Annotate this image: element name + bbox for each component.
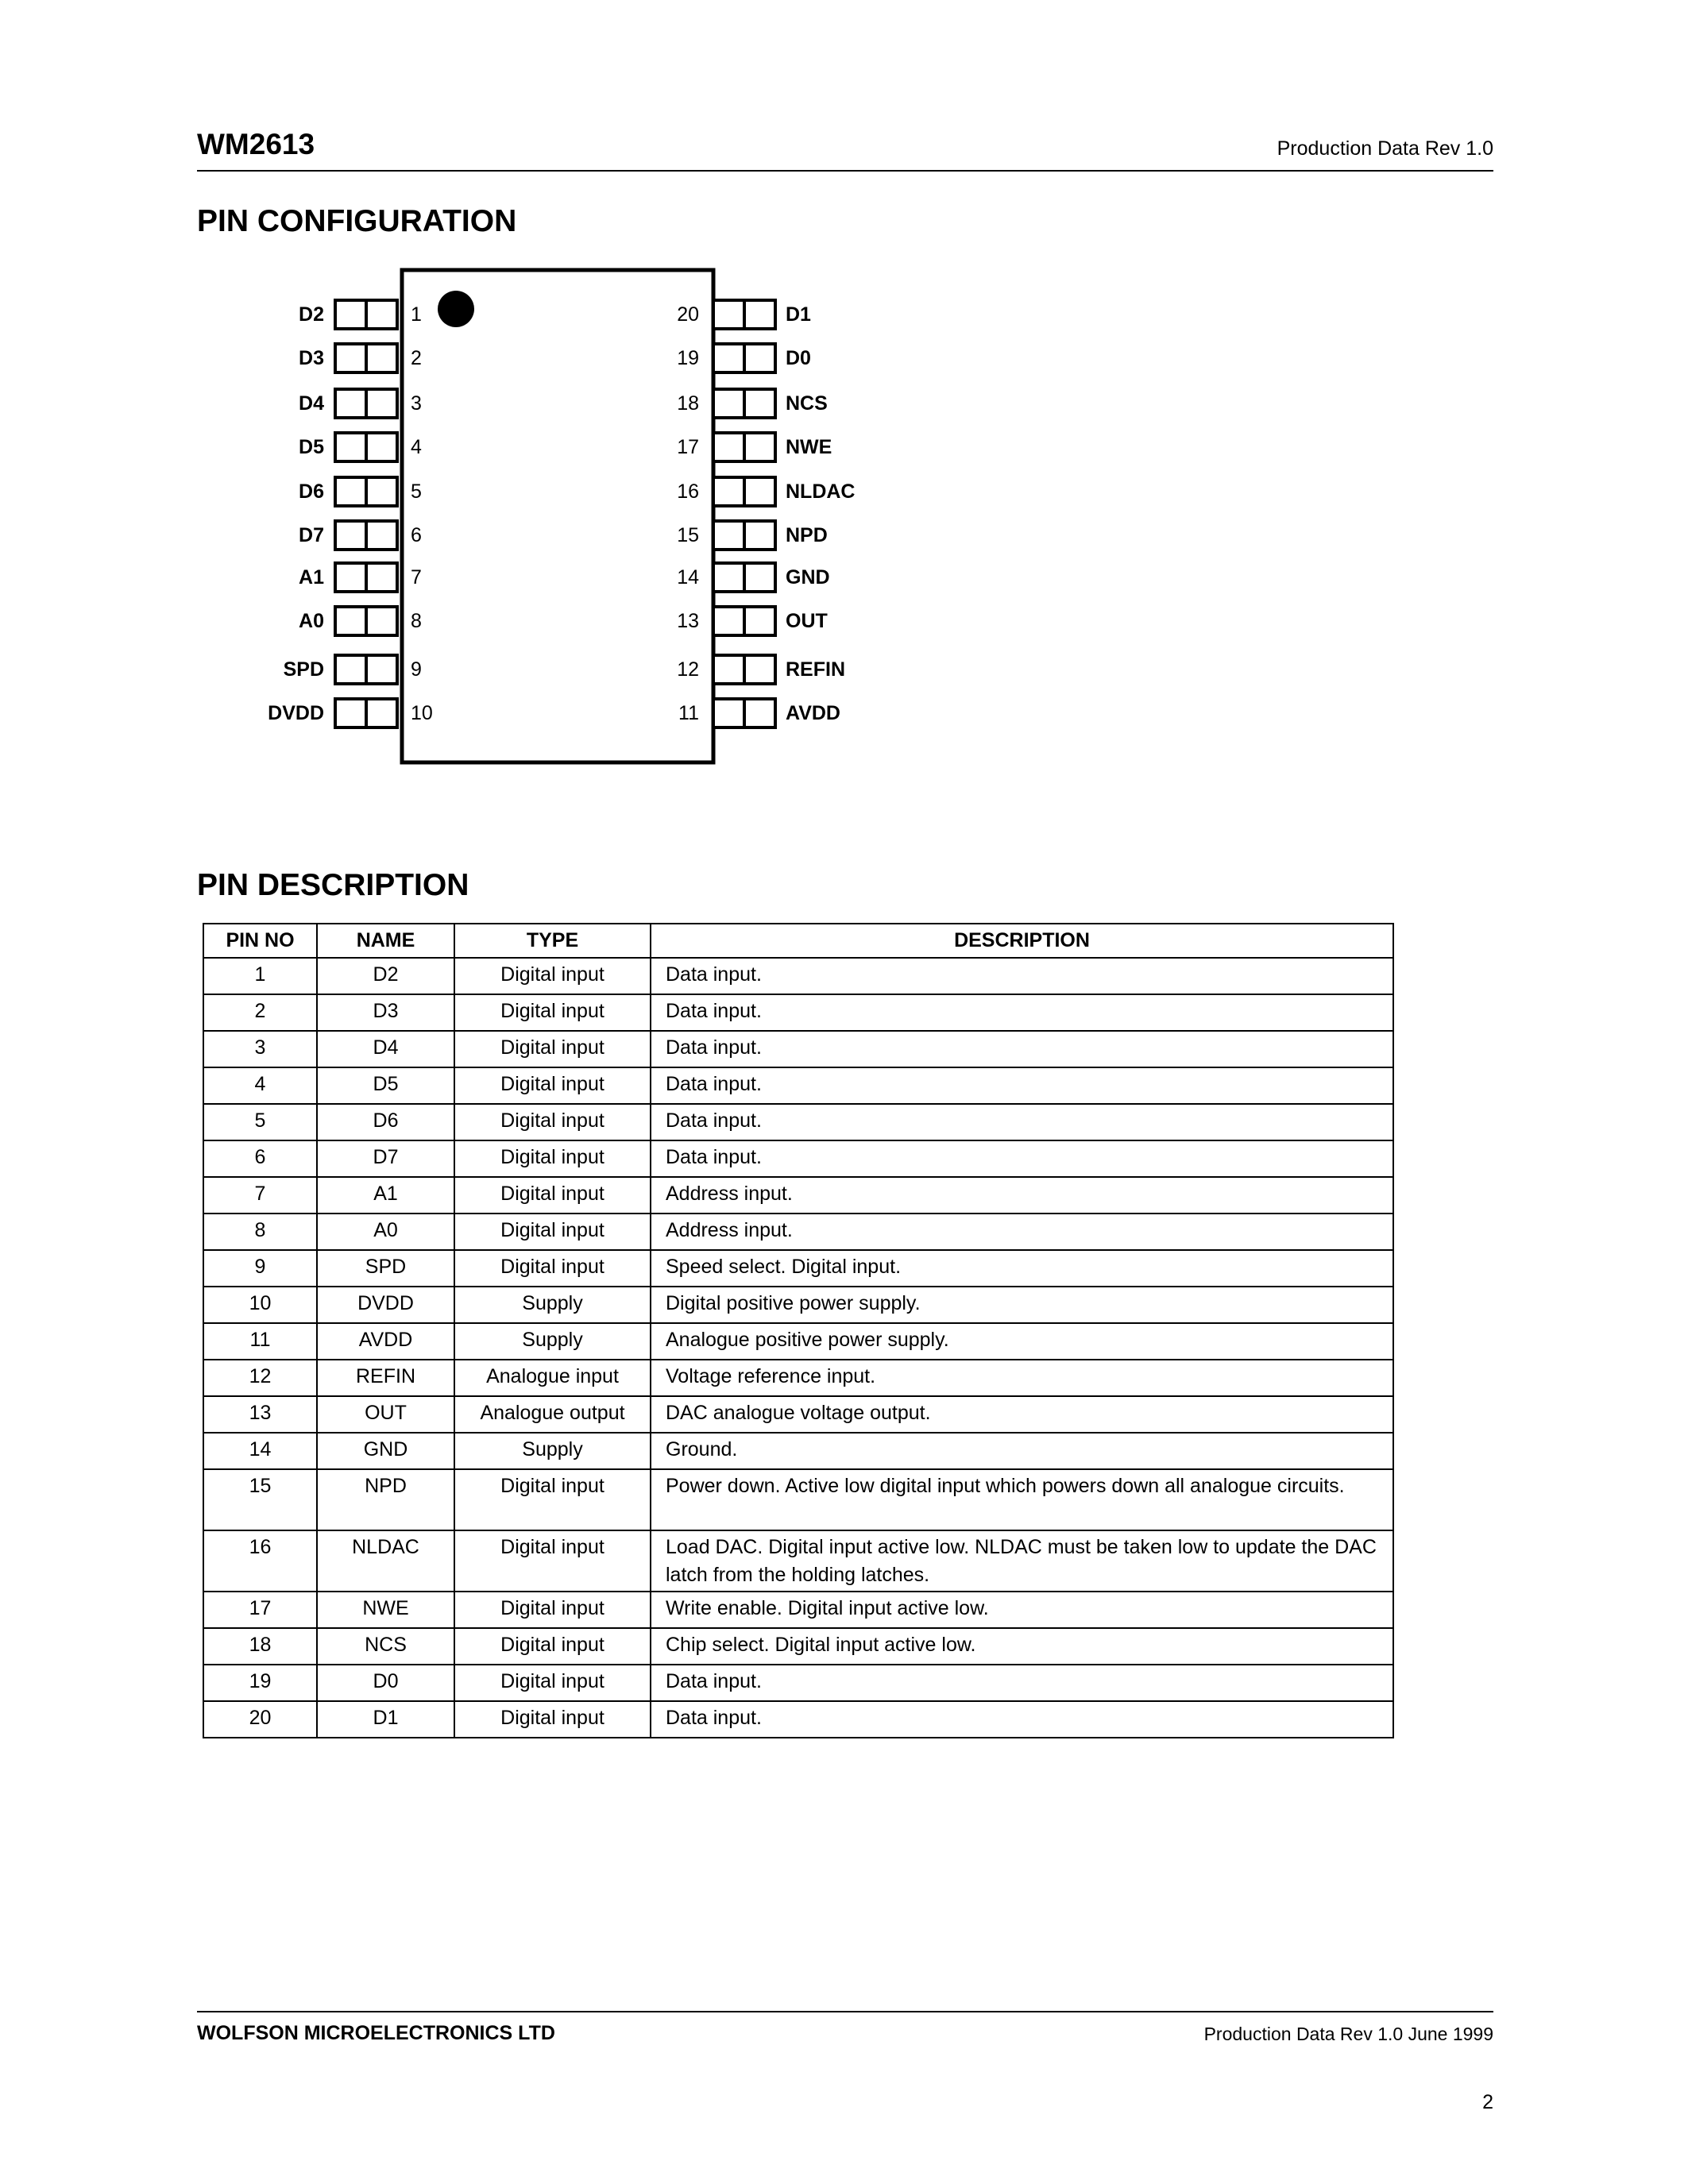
pin-number-label: 7 [411, 566, 422, 588]
pin-name-label: D5 [299, 436, 324, 458]
cell-name: GND [317, 1433, 454, 1469]
cell-pin-no: 3 [203, 1031, 317, 1067]
cell-description: DAC analogue voltage output. [651, 1396, 1393, 1433]
cell-description: Data input. [651, 1665, 1393, 1701]
pin-table-body [203, 958, 1393, 1738]
table-header-row [203, 924, 1393, 958]
column-header-pin-no: PIN NO [203, 924, 317, 958]
pin-right-1 [677, 300, 811, 329]
cell-type: Digital input [454, 994, 651, 1031]
cell-pin-no: 4 [203, 1067, 317, 1104]
pin-number-label: 16 [677, 480, 699, 503]
cell-type: Digital input [454, 958, 651, 994]
cell-name: SPD [317, 1250, 454, 1287]
cell-pin-no: 20 [203, 1701, 317, 1738]
document-title: WM2613 [197, 128, 315, 160]
pin-number-label: 5 [411, 480, 422, 503]
pin-right-2 [677, 344, 811, 372]
cell-description: Address input. [651, 1177, 1393, 1214]
cell-type: Supply [454, 1433, 651, 1469]
table-row [203, 1067, 1393, 1104]
cell-name: D5 [317, 1067, 454, 1104]
cell-type: Analogue input [454, 1360, 651, 1396]
table-row [203, 1396, 1393, 1433]
table-row [203, 1530, 1393, 1592]
page-number: 2 [1482, 2091, 1493, 2113]
cell-type: Digital input [454, 1104, 651, 1140]
pin-number-label: 1 [411, 303, 422, 326]
cell-name: D1 [317, 1701, 454, 1738]
cell-name: DVDD [317, 1287, 454, 1323]
cell-pin-no: 7 [203, 1177, 317, 1214]
cell-pin-no: 14 [203, 1433, 317, 1469]
left-pin-group [268, 300, 433, 727]
cell-description: Data input. [651, 1031, 1393, 1067]
pin-number-label: 11 [678, 702, 699, 724]
table-row [203, 1250, 1393, 1287]
pin-right-5 [677, 477, 855, 506]
cell-name: OUT [317, 1396, 454, 1433]
cell-description: Speed select. Digital input. [651, 1250, 1393, 1287]
pin-number-label: 14 [677, 566, 699, 588]
cell-name: NCS [317, 1628, 454, 1665]
pin-right-9 [677, 655, 845, 684]
pin-right-8 [677, 607, 828, 635]
pin-right-6 [677, 521, 828, 550]
cell-description: Write enable. Digital input active low. [651, 1592, 1393, 1628]
pin-number-label: 13 [677, 610, 699, 632]
pin-name-label: NPD [786, 524, 828, 546]
cell-name: D6 [317, 1104, 454, 1140]
pin-name-label: REFIN [786, 658, 845, 681]
cell-pin-no: 2 [203, 994, 317, 1031]
pin-number-label: 6 [411, 524, 422, 546]
cell-type: Digital input [454, 1140, 651, 1177]
cell-pin-no: 12 [203, 1360, 317, 1396]
table-row [203, 1323, 1393, 1360]
pin1-indicator-dot [438, 291, 474, 327]
table-row [203, 1665, 1393, 1701]
cell-name: D7 [317, 1140, 454, 1177]
footer-revision-date: Production Data Rev 1.0 June 1999 [1203, 2024, 1493, 2044]
pin-number-label: 20 [677, 303, 699, 326]
cell-name: D4 [317, 1031, 454, 1067]
cell-name: AVDD [317, 1323, 454, 1360]
pin-name-label: GND [786, 566, 830, 588]
pin-name-label: A1 [299, 566, 324, 588]
cell-pin-no: 16 [203, 1530, 317, 1592]
pin-name-label: D3 [299, 347, 324, 369]
cell-name: D0 [317, 1665, 454, 1701]
pin-name-label: SPD [283, 658, 324, 681]
cell-name: REFIN [317, 1360, 454, 1396]
pin-number-label: 17 [677, 436, 699, 458]
pin-number-label: 12 [677, 658, 699, 681]
cell-description: Data input. [651, 1701, 1393, 1738]
table-row [203, 1140, 1393, 1177]
cell-pin-no: 11 [203, 1323, 317, 1360]
pin-number-label: 15 [677, 524, 699, 546]
ic-package-outline [402, 270, 713, 762]
pin-name-label: NCS [786, 392, 828, 415]
cell-type: Digital input [454, 1031, 651, 1067]
pin-number-label: 2 [411, 347, 422, 369]
cell-pin-no: 1 [203, 958, 317, 994]
pin-name-label: D7 [299, 524, 324, 546]
cell-type: Digital input [454, 1628, 651, 1665]
table-row [203, 1469, 1393, 1530]
column-header-description: DESCRIPTION [651, 924, 1393, 958]
table-row [203, 1433, 1393, 1469]
pin-name-label: DVDD [268, 702, 324, 724]
cell-pin-no: 18 [203, 1628, 317, 1665]
column-header-type: TYPE [454, 924, 651, 958]
pin-right-3 [677, 389, 828, 418]
cell-pin-no: 8 [203, 1214, 317, 1250]
cell-description: Data input. [651, 958, 1393, 994]
cell-pin-no: 9 [203, 1250, 317, 1287]
pin-number-label: 3 [411, 392, 422, 415]
header-revision: Production Data Rev 1.0 [1277, 137, 1493, 160]
cell-type: Supply [454, 1287, 651, 1323]
cell-type: Digital input [454, 1469, 651, 1530]
pin-number-label: 8 [411, 610, 422, 632]
table-row [203, 1701, 1393, 1738]
pin-name-label: AVDD [786, 702, 840, 724]
pin-name-label: D1 [786, 303, 811, 326]
cell-type: Digital input [454, 1530, 651, 1592]
table-row [203, 1177, 1393, 1214]
cell-type: Supply [454, 1323, 651, 1360]
pin-right-4 [677, 433, 832, 461]
pin-right-7 [677, 563, 829, 592]
pin-name-label: NWE [786, 436, 832, 458]
cell-description: Digital positive power supply. [651, 1287, 1393, 1323]
cell-type: Digital input [454, 1177, 651, 1214]
pin-left-10 [268, 699, 433, 727]
cell-type: Analogue output [454, 1396, 651, 1433]
cell-name: A1 [317, 1177, 454, 1214]
cell-pin-no: 15 [203, 1469, 317, 1530]
right-pin-group [677, 300, 855, 727]
cell-name: A0 [317, 1214, 454, 1250]
cell-name: NLDAC [317, 1530, 454, 1592]
cell-name: D2 [317, 958, 454, 994]
cell-description: Voltage reference input. [651, 1360, 1393, 1396]
cell-name: NWE [317, 1592, 454, 1628]
cell-description: Load DAC. Digital input active low. NLDAC must be taken low to update the DAC latch from the holding latches. [651, 1530, 1393, 1592]
pin-name-label: OUT [786, 610, 828, 632]
cell-pin-no: 17 [203, 1592, 317, 1628]
pin-description-heading: PIN DESCRIPTION [197, 868, 469, 902]
pin-name-label: NLDAC [786, 480, 856, 503]
table-row [203, 1628, 1393, 1665]
cell-pin-no: 6 [203, 1140, 317, 1177]
cell-type: Digital input [454, 1665, 651, 1701]
pin-number-label: 10 [411, 702, 433, 724]
cell-name: D3 [317, 994, 454, 1031]
cell-pin-no: 13 [203, 1396, 317, 1433]
column-header-name: NAME [317, 924, 454, 958]
pin-number-label: 18 [677, 392, 699, 415]
pin-diagram [0, 0, 1688, 794]
pin-name-label: D0 [786, 347, 811, 369]
cell-pin-no: 10 [203, 1287, 317, 1323]
cell-pin-no: 19 [203, 1665, 317, 1701]
table-row [203, 1214, 1393, 1250]
pin-number-label: 9 [411, 658, 422, 681]
pin-number-label: 19 [677, 347, 699, 369]
table-row [203, 1031, 1393, 1067]
cell-type: Digital input [454, 1701, 651, 1738]
footer-divider [197, 2011, 1493, 2012]
cell-description: Data input. [651, 1140, 1393, 1177]
pin-name-label: A0 [299, 610, 324, 632]
pin-description-table [203, 923, 1394, 1738]
cell-description: Analogue positive power supply. [651, 1323, 1393, 1360]
pin-right-10 [678, 699, 840, 727]
table-row [203, 1104, 1393, 1140]
table-row [203, 1360, 1393, 1396]
table-row [203, 994, 1393, 1031]
pin-configuration-heading: PIN CONFIGURATION [197, 204, 517, 238]
cell-description: Address input. [651, 1214, 1393, 1250]
cell-description: Data input. [651, 994, 1393, 1031]
pin-name-label: D4 [299, 392, 324, 415]
cell-type: Digital input [454, 1214, 651, 1250]
cell-name: NPD [317, 1469, 454, 1530]
cell-type: Digital input [454, 1592, 651, 1628]
cell-description: Chip select. Digital input active low. [651, 1628, 1393, 1665]
cell-type: Digital input [454, 1067, 651, 1104]
cell-description: Power down. Active low digital input which powers down all analogue circuits. [651, 1469, 1393, 1530]
pin-name-label: D6 [299, 480, 324, 503]
table-row [203, 958, 1393, 994]
pin-number-label: 4 [411, 436, 422, 458]
table-row [203, 1592, 1393, 1628]
cell-pin-no: 5 [203, 1104, 317, 1140]
cell-description: Ground. [651, 1433, 1393, 1469]
table-row [203, 1287, 1393, 1323]
cell-type: Digital input [454, 1250, 651, 1287]
cell-description: Data input. [651, 1067, 1393, 1104]
footer-company: WOLFSON MICROELECTRONICS LTD [197, 2022, 555, 2044]
cell-description: Data input. [651, 1104, 1393, 1140]
pin-name-label: D2 [299, 303, 324, 326]
